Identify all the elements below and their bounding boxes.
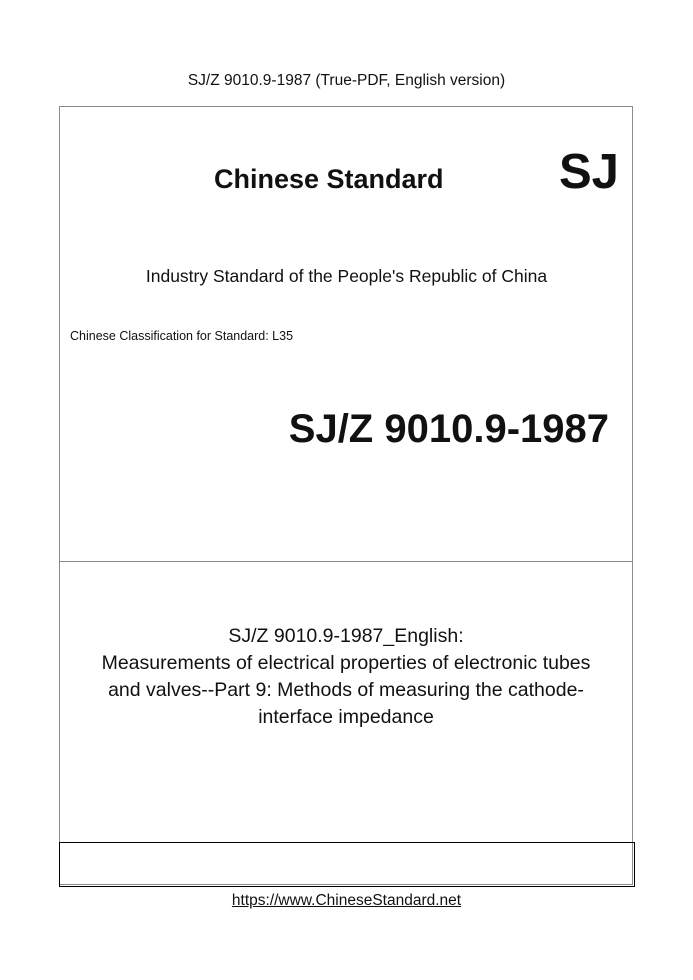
document-title-line: and valves--Part 9: Methods of measuring the cathode- xyxy=(108,679,584,701)
footer xyxy=(0,891,693,911)
document-header: SJ/Z 9010.9-1987 (True-PDF, English version) xyxy=(187,72,506,89)
industry-standard-line: Industry Standard of the People's Republic of China xyxy=(145,266,548,286)
document-title-line: Measurements of electrical properties of electronic tubes xyxy=(101,652,591,674)
document-title xyxy=(59,623,633,731)
footer-box xyxy=(59,842,635,887)
standard-number: SJ/Z 9010.9-1987 xyxy=(288,407,609,451)
document-title-line: SJ/Z 9010.9-1987_English: xyxy=(228,625,464,647)
sj-logo: SJ xyxy=(559,145,619,199)
document-title-line: interface impedance xyxy=(258,706,434,728)
section-divider xyxy=(60,561,632,562)
cover-frame xyxy=(59,106,633,885)
website-link[interactable]: https://www.ChineseStandard.net xyxy=(231,892,462,909)
classification-code: Chinese Classification for Standard: L35 xyxy=(70,329,294,343)
standard-type-title: Chinese Standard xyxy=(214,164,444,194)
